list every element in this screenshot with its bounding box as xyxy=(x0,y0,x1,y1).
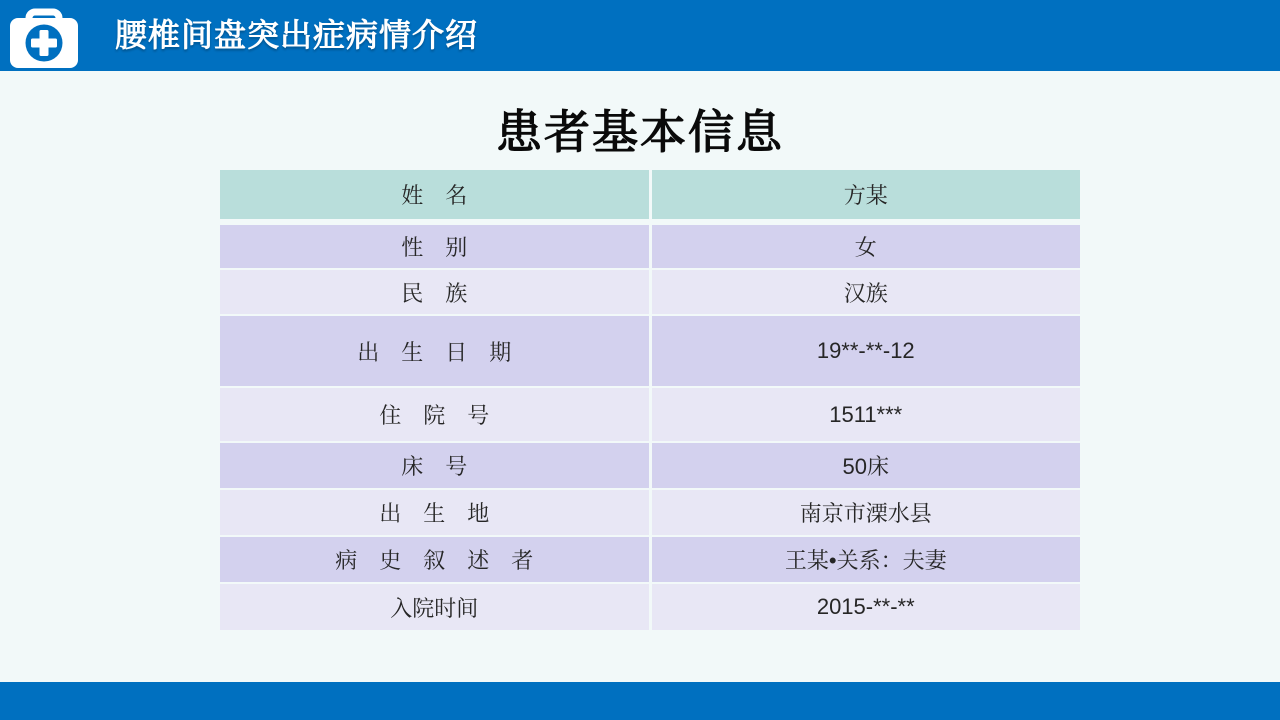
row-value: 1511*** xyxy=(652,388,1081,441)
table-row-admission-time xyxy=(220,584,1080,630)
table-row-name xyxy=(220,170,1080,219)
row-label: 入院时间 xyxy=(220,584,649,630)
row-value: 2015-**-** xyxy=(652,584,1081,630)
medical-kit-icon xyxy=(10,8,78,68)
table-row-birthplace xyxy=(220,490,1080,535)
row-label: 民 族 xyxy=(220,270,649,314)
patient-info-table xyxy=(220,170,1080,632)
table-row-hospital-number xyxy=(220,388,1080,441)
header-title: 腰椎间盘突出症病情介绍 xyxy=(115,17,479,53)
table-row-history-narrator xyxy=(220,537,1080,582)
row-value: 19**-**-12 xyxy=(652,316,1081,386)
row-label: 床 号 xyxy=(220,443,649,488)
row-label: 出 生 地 xyxy=(220,490,649,535)
row-value: 王某•关系：夫妻 xyxy=(652,537,1081,582)
table-row-ethnicity xyxy=(220,270,1080,314)
row-label: 出 生 日 期 xyxy=(220,316,649,386)
table-row-gender xyxy=(220,225,1080,268)
row-label: 性 别 xyxy=(220,225,649,268)
row-label: 姓 名 xyxy=(220,170,649,219)
table-row-bed-number xyxy=(220,443,1080,488)
header-bar xyxy=(0,0,1280,71)
row-label: 病 史 叙 述 者 xyxy=(220,537,649,582)
row-label: 住 院 号 xyxy=(220,388,649,441)
row-value: 女 xyxy=(652,225,1081,268)
row-value: 方某 xyxy=(652,170,1081,219)
page-title: 患者基本信息 xyxy=(496,106,784,158)
table-row-birthdate xyxy=(220,316,1080,386)
row-value: 汉族 xyxy=(652,270,1081,314)
row-value: 南京市溧水县 xyxy=(652,490,1081,535)
footer-bar xyxy=(0,682,1280,720)
row-value: 50床 xyxy=(652,443,1081,488)
